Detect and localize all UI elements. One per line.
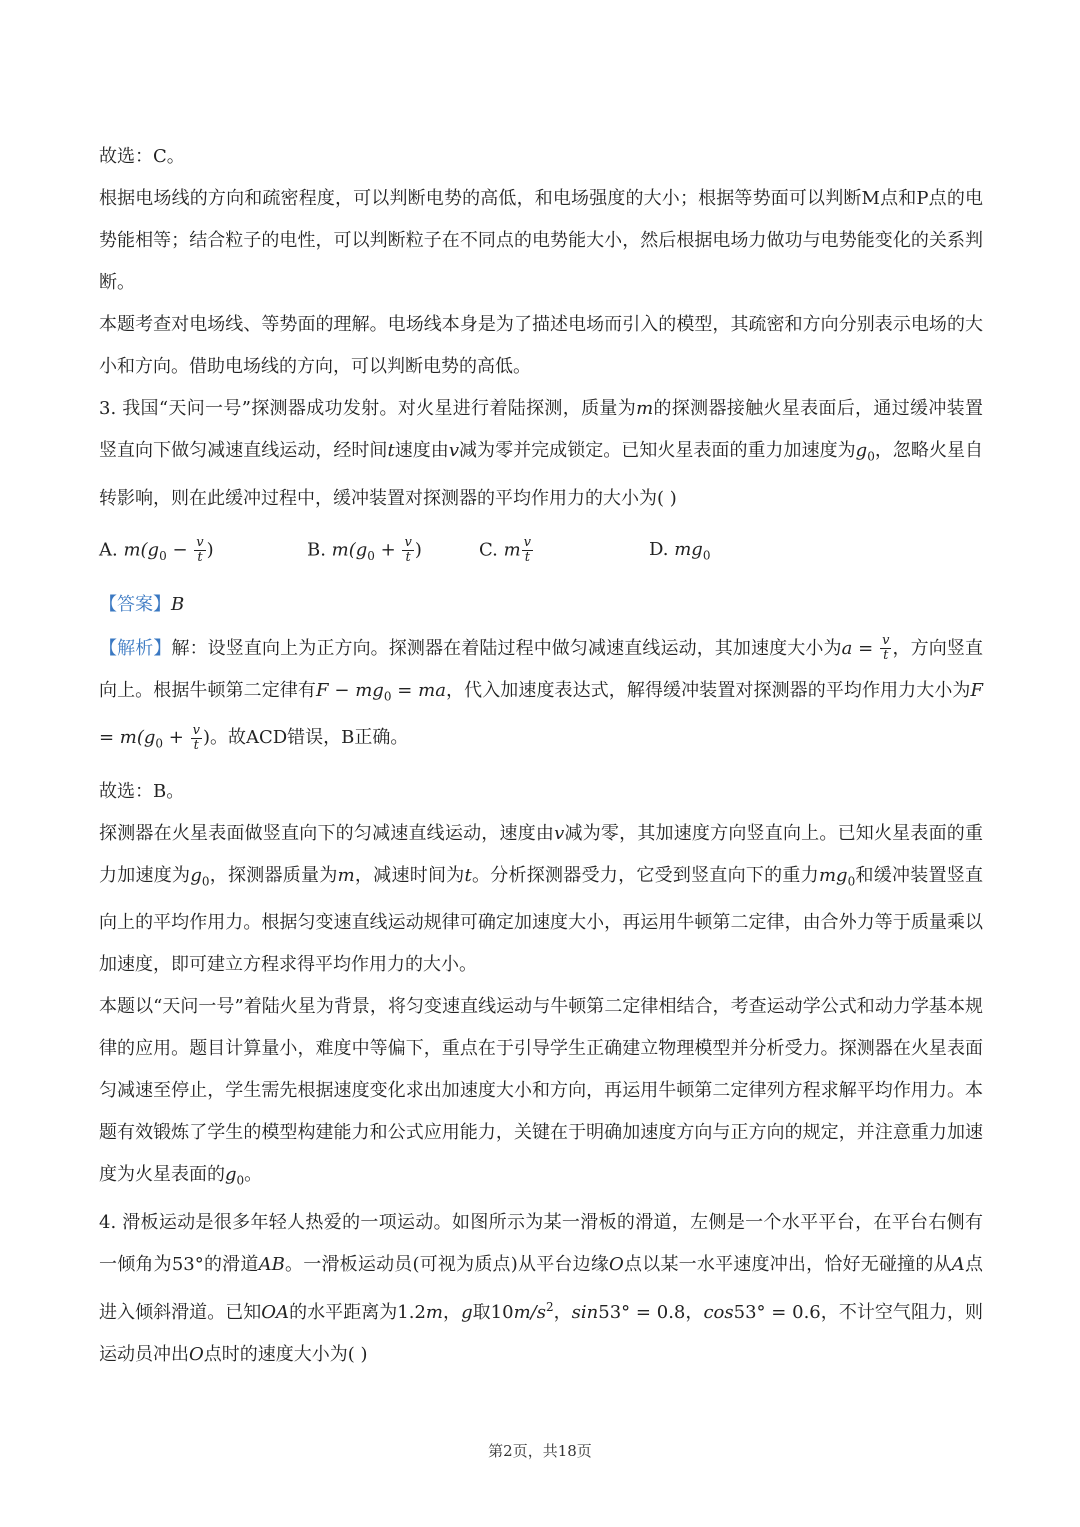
option-a-label: A.	[99, 539, 124, 561]
explanation-newton: F − mg	[316, 679, 384, 701]
q4-var-OA: OA	[261, 1301, 290, 1323]
option-a-op: −	[166, 539, 194, 561]
option-b-sub: 0	[367, 549, 375, 564]
analysis-text: 和缓冲装置竖直向上的平均作用力。根据匀变速直线运动规律可确定加速度大小，再运用牛顿第二定律，由合外力等于质量乘以加速度，即可建立方程求得平均作用力的大小。	[99, 864, 984, 976]
q4-var-O: O	[609, 1253, 624, 1275]
q3-stem-part: ，忽略火星自转影响，则在此缓冲过程中，缓冲装置对探测器的平均作用力的大小为( )	[99, 440, 984, 509]
analysis-var-m: m	[337, 864, 355, 886]
fraction-numerator: v	[523, 535, 532, 551]
q4-var-AB: AB	[258, 1253, 285, 1275]
fraction-denominator: t	[193, 737, 199, 753]
prev-choice	[99, 136, 983, 178]
analysis-var-g: g	[225, 1164, 237, 1186]
option-b-expr: m(g	[331, 539, 368, 561]
explanation-F-op: +	[163, 727, 190, 749]
analysis-text: 本题以“天问一号”着陆火星为背景，将匀变速直线运动与牛顿第二定律相结合，考查运动学公式和动力学基本规律的应用。题目计算量小，难度中等偏下，重点在于引导学生正确建立物理模型并分析受力。探测器在火星表面匀减速至停止，学生需先根据速度变化求出加速度大小和方向，再运用牛顿第二定律列方程求解平均作用力。本题有效锻炼了学生的模型构建能力和公式应用能力，关键在于明确加速度方向与正方向的规定，并注意重力加速度为火星表面的	[99, 996, 983, 1186]
option-c-expr: m	[503, 539, 521, 561]
option-a[interactable]	[99, 536, 307, 565]
q4-cos-value: 53° = 0.6	[733, 1301, 821, 1323]
fraction-v-over-t	[880, 634, 891, 663]
fraction-v-over-t	[522, 536, 533, 565]
option-a-expr: m(g	[123, 539, 160, 561]
analysis-var-t: t	[464, 864, 472, 886]
analysis-text: 探测器在火星表面做竖直向下的匀减速直线运动，速度由	[99, 822, 555, 844]
fraction-denominator: t	[883, 648, 889, 664]
analysis-var-mg: mg	[818, 864, 848, 886]
fraction-denominator: t	[405, 550, 411, 566]
option-a-close: )	[206, 539, 214, 561]
option-b-op: +	[374, 539, 402, 561]
question-3-choice: 故选：B。	[99, 780, 185, 802]
page-content	[99, 136, 983, 1376]
q4-cos: cos	[703, 1301, 734, 1323]
explanation-text: 解：设竖直向上为正方向。探测器在着陆过程中做匀减速直线运动，其加速度大小为	[171, 637, 842, 659]
option-b-label: B.	[307, 539, 332, 561]
explanation-F: F = m(g	[99, 679, 984, 749]
question-3-analysis-2	[99, 986, 983, 1202]
analysis-text: 减为零，其加速度方向竖直向上。已知火星表面的重力加速度为	[99, 822, 984, 886]
option-d-sub: 0	[702, 548, 711, 563]
explanation-newton-sub: 0	[383, 689, 392, 704]
fraction-v-over-t	[191, 724, 202, 753]
q4-stem-part: ，不计空气阻力，则运动员冲出	[99, 1301, 984, 1365]
analysis-var-v: v	[554, 822, 565, 844]
option-b[interactable]	[307, 536, 479, 565]
q4-stem-part: 点时的速度大小为( )	[203, 1343, 368, 1365]
q4-unit-m: m	[425, 1301, 443, 1323]
question-3-explanation	[99, 628, 983, 765]
q4-stem-part: ，	[685, 1301, 704, 1323]
q4-stem-part: 的水平距离为1.2	[289, 1301, 426, 1323]
fraction-denominator: t	[197, 550, 203, 566]
option-d[interactable]	[649, 539, 710, 563]
q4-var-A: A	[951, 1253, 965, 1275]
q4-stem-part: 取10	[472, 1301, 514, 1323]
question-3-stem	[99, 388, 983, 520]
analysis-text: ，减速时间为	[354, 864, 465, 886]
explanation-newton-rhs: = ma	[391, 679, 446, 701]
answer-tag: 【答案】	[99, 593, 171, 615]
q4-stem-part: 4. 滑板运动是很多年轻人热爱的一项运动。如图所示为某一滑板的滑道，左侧是一个水平平台，在平台右侧有一倾角为53°的滑道	[99, 1211, 983, 1275]
question-4-stem	[99, 1202, 983, 1376]
prev-analysis-1: 根据电场线的方向和疏密程度，可以判断电势的高低，和电场强度的大小；根据等势面可以判断M点和P点的电势能相等；结合粒子的电性，可以判断粒子在不同点的电势能大小，然后根据电场力做功与电势能变化的关系判断。	[99, 188, 983, 293]
q3-var-m: m	[636, 398, 654, 419]
fraction-v-over-t	[194, 536, 205, 565]
explanation-F-sub: 0	[155, 736, 164, 751]
fraction-numerator: v	[196, 535, 204, 551]
analysis-text: 。分析探测器受力，它受到竖直向下的重力	[471, 864, 819, 886]
explanation-text: 。故ACD错误，B正确。	[209, 727, 409, 749]
analysis-text: 。	[244, 1164, 263, 1186]
option-a-sub: 0	[159, 549, 167, 564]
fraction-numerator: v	[404, 535, 412, 551]
option-d-expr: mg	[674, 538, 703, 560]
q4-stem-part: 。一滑板运动员(可视为质点)从平台边缘	[284, 1253, 610, 1275]
question-3-options	[99, 522, 983, 580]
analysis-var-g: g	[190, 864, 202, 886]
q3-var-t: t	[387, 440, 395, 461]
q4-stem-part: ，	[443, 1301, 462, 1323]
option-d-label: D.	[649, 538, 675, 560]
q3-var-g: g	[855, 440, 868, 461]
q3-stem-part: 减为零并完成锁定。已知火星表面的重力加速度为	[459, 440, 856, 461]
q4-var-g: g	[461, 1301, 473, 1323]
analysis-var-mg-sub: 0	[847, 874, 856, 889]
q3-var-g-sub: 0	[867, 449, 875, 464]
analysis-var-g-sub: 0	[236, 1173, 245, 1188]
explanation-F-close: )	[202, 727, 210, 749]
explanation-tag: 【解析】	[99, 637, 172, 659]
fraction-denominator: t	[524, 550, 530, 566]
explanation-text: ，方向竖直向上。根据牛顿第二定律有	[99, 637, 983, 701]
explanation-a-eq: a =	[841, 637, 880, 659]
q3-stem-part: 3. 我国“天问一号”探测器成功发射。对火星进行着陆探测，质量为	[99, 398, 637, 419]
q3-var-v: v	[448, 440, 459, 461]
q4-stem-part: 点以某一水平速度冲出，恰好无碰撞的从	[623, 1253, 952, 1275]
q3-stem-part: 的探测器接触火星表面后，通过缓冲装置竖直向下做匀减速直线运动，经时间	[99, 398, 983, 461]
question-3-answer	[99, 582, 983, 628]
q4-var-O: O	[189, 1343, 204, 1365]
q4-unit-ms: m/s	[513, 1301, 546, 1323]
q4-sin-value: 53° = 0.8	[598, 1301, 686, 1323]
analysis-text: ，探测器质量为	[209, 864, 338, 886]
q4-unit-sup: 2	[545, 1299, 554, 1314]
fraction-v-over-t	[402, 536, 413, 565]
page-footer: 第2页，共18页	[488, 1442, 592, 1460]
q4-stem-part: 点进入倾斜滑道。已知	[99, 1253, 984, 1323]
analysis-var-g-sub: 0	[201, 874, 210, 889]
fraction-numerator: v	[882, 633, 890, 649]
q4-stem-part: ，	[553, 1301, 572, 1323]
explanation-text: ，代入加速度表达式，解得缓冲装置对探测器的平均作用力大小为	[445, 679, 971, 701]
option-c-label: C.	[479, 539, 504, 561]
fraction-numerator: v	[192, 722, 200, 738]
prev-choice-text: 故选：C。	[99, 146, 185, 167]
option-c[interactable]	[479, 536, 649, 565]
prev-analysis-2: 本题考查对电场线、等势面的理解。电场线本身是为了描述电场而引入的模型，其疏密和方向分别表示电场的大小和方向。借助电场线的方向，可以判断电势的高低。	[99, 314, 983, 377]
answer-value: B	[171, 593, 185, 615]
q4-sin: sin	[571, 1301, 599, 1323]
question-3-analysis-1	[99, 813, 983, 987]
option-b-close: )	[414, 539, 422, 561]
q3-stem-part: 速度由	[394, 440, 449, 461]
